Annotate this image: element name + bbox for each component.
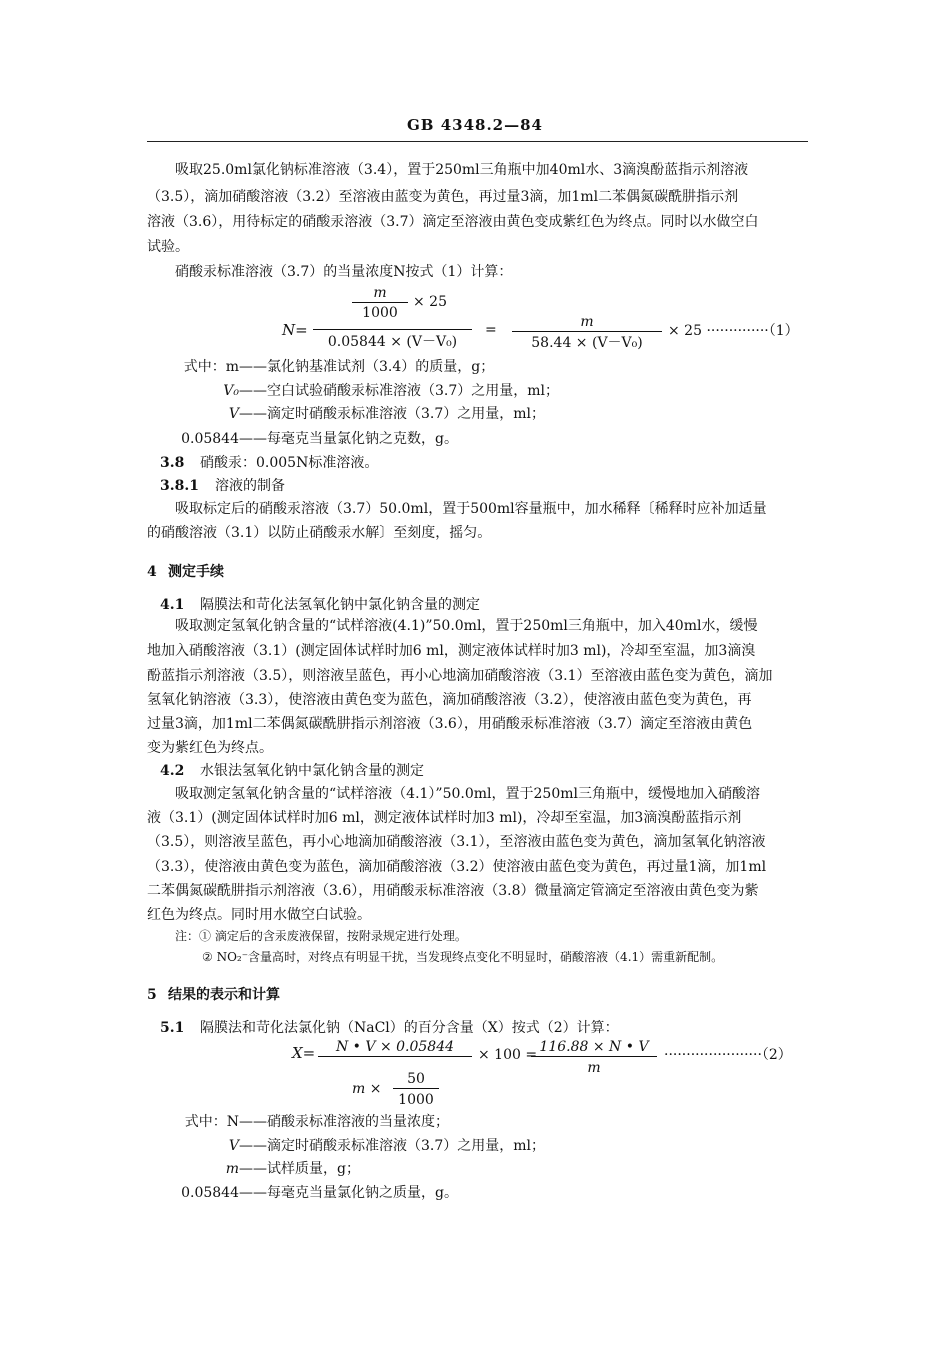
page-header: GB 4348.2—84 (407, 116, 543, 134)
fraction-bar (393, 1088, 439, 1089)
formula-text: N • V × 0.05844 (335, 1039, 455, 1055)
formula-text: 0.05844 × (V－V₀) (327, 334, 458, 350)
section-title: 硝酸汞：0.005N标准溶液。 (200, 455, 379, 471)
formula-text: × 100 = (478, 1047, 538, 1063)
symbol: V₀ (223, 383, 239, 399)
formula-text: = (485, 322, 497, 338)
formula-text: 1000 (362, 305, 398, 321)
paragraph-line: 二苯偶氮碳酰肼指示剂溶液（3.6），用硝酸汞标准溶液（3.8）微量滴定管滴定至溶液由黄色变为紫 (147, 883, 759, 899)
formula-intro: 硝酸汞标准溶液（3.7）的当量浓度N按式（1）计算： (175, 264, 513, 280)
formula-text: X= (292, 1044, 316, 1062)
paragraph-line: 液（3.1）(测定固体试样时加6 ml，测定液体试样时加3 ml)，冷却至室温，加3滴溴酚蓝指示剂 (147, 810, 742, 826)
section-title: 结果的表示和计算 (168, 987, 280, 1003)
formula-text: m (580, 314, 594, 330)
paragraph-line: 地加入硝酸溶液（3.1）(测定固体试样时加6 ml，测定液体试样时加3 ml)，冷却至室温，加3滴溴 (147, 643, 756, 659)
symbol-desc: ——滴定时硝酸汞标准溶液（3.7）之用量，ml； (239, 406, 546, 422)
symbol: 0.05844 (181, 431, 239, 447)
section-title: 测定手续 (168, 564, 224, 580)
symbol-desc: ——滴定时硝酸汞标准溶液（3.7）之用量，ml； (239, 1138, 546, 1154)
symbol-desc: ——每毫克当量氯化钠之克数，g。 (239, 431, 458, 447)
symbol: m (225, 1161, 239, 1177)
section-title: 水银法氢氧化钠中氯化钠含量的测定 (200, 763, 424, 779)
note-line: ② NO₂⁻含量高时，对终点有明显干扰，当发现终点变化不明显时，硝酸溶液（4.1）需重新配制。 (202, 950, 724, 964)
formula-text: × 25 (413, 294, 447, 310)
fraction-bar (313, 329, 472, 330)
paragraph-line: 试验。 (147, 239, 189, 255)
formula-text: 1000 (398, 1092, 434, 1108)
section-number: 3.8.1 (160, 478, 199, 494)
paragraph-line: 酚蓝指示剂溶液（3.5），则溶液呈蓝色，再小心地滴加硝酸溶液（3.1）至溶液由蓝色变为黄色，滴加 (147, 668, 773, 684)
paragraph-line: 氢氧化钠溶液（3.3），使溶液由黄色变为蓝色，滴加硝酸溶液（3.2），使溶液由蓝色变为黄色，再 (147, 692, 752, 708)
header-rule (147, 141, 808, 142)
section-title: 溶液的制备 (215, 478, 285, 494)
symbol: 式中：N (184, 1114, 239, 1130)
formula-text: ······················（2） (664, 1047, 792, 1063)
paragraph-line: 过量3滴，加1ml二苯偶氮碳酰肼指示剂溶液（3.6），用硝酸汞标准溶液（3.7）滴定至溶液由黄色 (147, 716, 753, 732)
paragraph-line: （3.5），则溶液呈蓝色，再小心地滴加硝酸溶液（3.1），至溶液由蓝色变为黄色，滴加氢氧化钠溶液 (147, 834, 766, 850)
symbol-desc: ——每毫克当量氯化钠之质量，g。 (239, 1185, 458, 1201)
symbol: 式中：m (183, 359, 239, 375)
formula-text: 116.88 × N • V (539, 1039, 649, 1055)
fraction-bar (531, 1056, 657, 1057)
symbol-desc: ——空白试验硝酸汞标准溶液（3.7）之用量，ml； (239, 383, 560, 399)
paragraph-line: 吸取测定氢氧化钠含量的“试样溶液(4.1)”50.0ml，置于250ml三角瓶中，加入40ml水，缓慢 (175, 618, 758, 634)
formula-text: m (587, 1060, 601, 1076)
paragraph-line: 变为紫红色为终点。 (147, 740, 273, 756)
symbol: V (228, 1138, 239, 1154)
section-title: 隔膜法和苛化法氯化钠（NaCl）的百分含量（X）按式（2）计算： (200, 1020, 619, 1036)
fraction-bar (512, 331, 662, 332)
formula-text: 58.44 × (V－V₀) (531, 335, 643, 351)
symbol-desc: ——氯化钠基准试剂（3.4）的质量，g； (239, 359, 495, 375)
section-number: 5 (147, 987, 157, 1003)
formula-text: m × (352, 1081, 382, 1097)
symbol: V (228, 406, 239, 422)
paragraph-line: 的硝酸溶液（3.1）以防止硝酸汞水解〕至刻度，摇匀。 (147, 525, 492, 541)
section-number: 4 (147, 564, 157, 580)
paragraph-line: （3.5），滴加硝酸溶液（3.2）至溶液由蓝变为黄色，再过量3滴，加1ml二苯偶氮碳酰肼指示剂 (147, 189, 739, 205)
section-title: 隔膜法和苛化法氢氧化钠中氯化钠含量的测定 (200, 597, 480, 613)
symbol-desc: ——硝酸汞标准溶液的当量浓度； (239, 1114, 449, 1130)
symbol: 0.05844 (181, 1185, 239, 1201)
fraction-bar (352, 302, 408, 303)
fraction-bar (318, 1056, 472, 1057)
paragraph-line: 红色为终点。同时用水做空白试验。 (147, 907, 371, 923)
paragraph-line: 吸取25.0ml氯化钠标准溶液（3.4），置于250ml三角瓶中加40ml水、3滴溴酚蓝指示剂溶液 (175, 162, 749, 178)
paragraph-line: 溶液（3.6），用待标定的硝酸汞溶液（3.7）滴定至溶液由黄色变成紫红色为终点。同时以水做空白 (147, 214, 759, 230)
formula-text: × 25 ··············（1） (668, 323, 799, 339)
note-line: 注：① 滴定后的含汞废液保留，按附录规定进行处理。 (175, 929, 467, 943)
paragraph-line: 吸取标定后的硝酸汞溶液（3.7）50.0ml，置于500ml容量瓶中，加水稀释〔稀释时应补加适量 (175, 501, 767, 517)
formula-text: N= (282, 321, 308, 339)
section-number: 3.8 (160, 455, 185, 471)
formula-text: 50 (407, 1071, 425, 1087)
section-number: 4.2 (160, 763, 185, 779)
paragraph-line: 吸取测定氢氧化钠含量的“试样溶液（4.1）”50.0ml，置于250ml三角瓶中，缓慢地加入硝酸溶 (175, 786, 760, 802)
section-number: 4.1 (160, 597, 185, 613)
formula-text: m (373, 285, 387, 301)
section-number: 5.1 (160, 1020, 185, 1036)
symbol-desc: ——试样质量，g； (239, 1161, 360, 1177)
paragraph-line: （3.3），使溶液由黄色变为蓝色，滴加硝酸溶液（3.2）使溶液由蓝色变为黄色，再过量1滴，加1ml (147, 859, 767, 875)
